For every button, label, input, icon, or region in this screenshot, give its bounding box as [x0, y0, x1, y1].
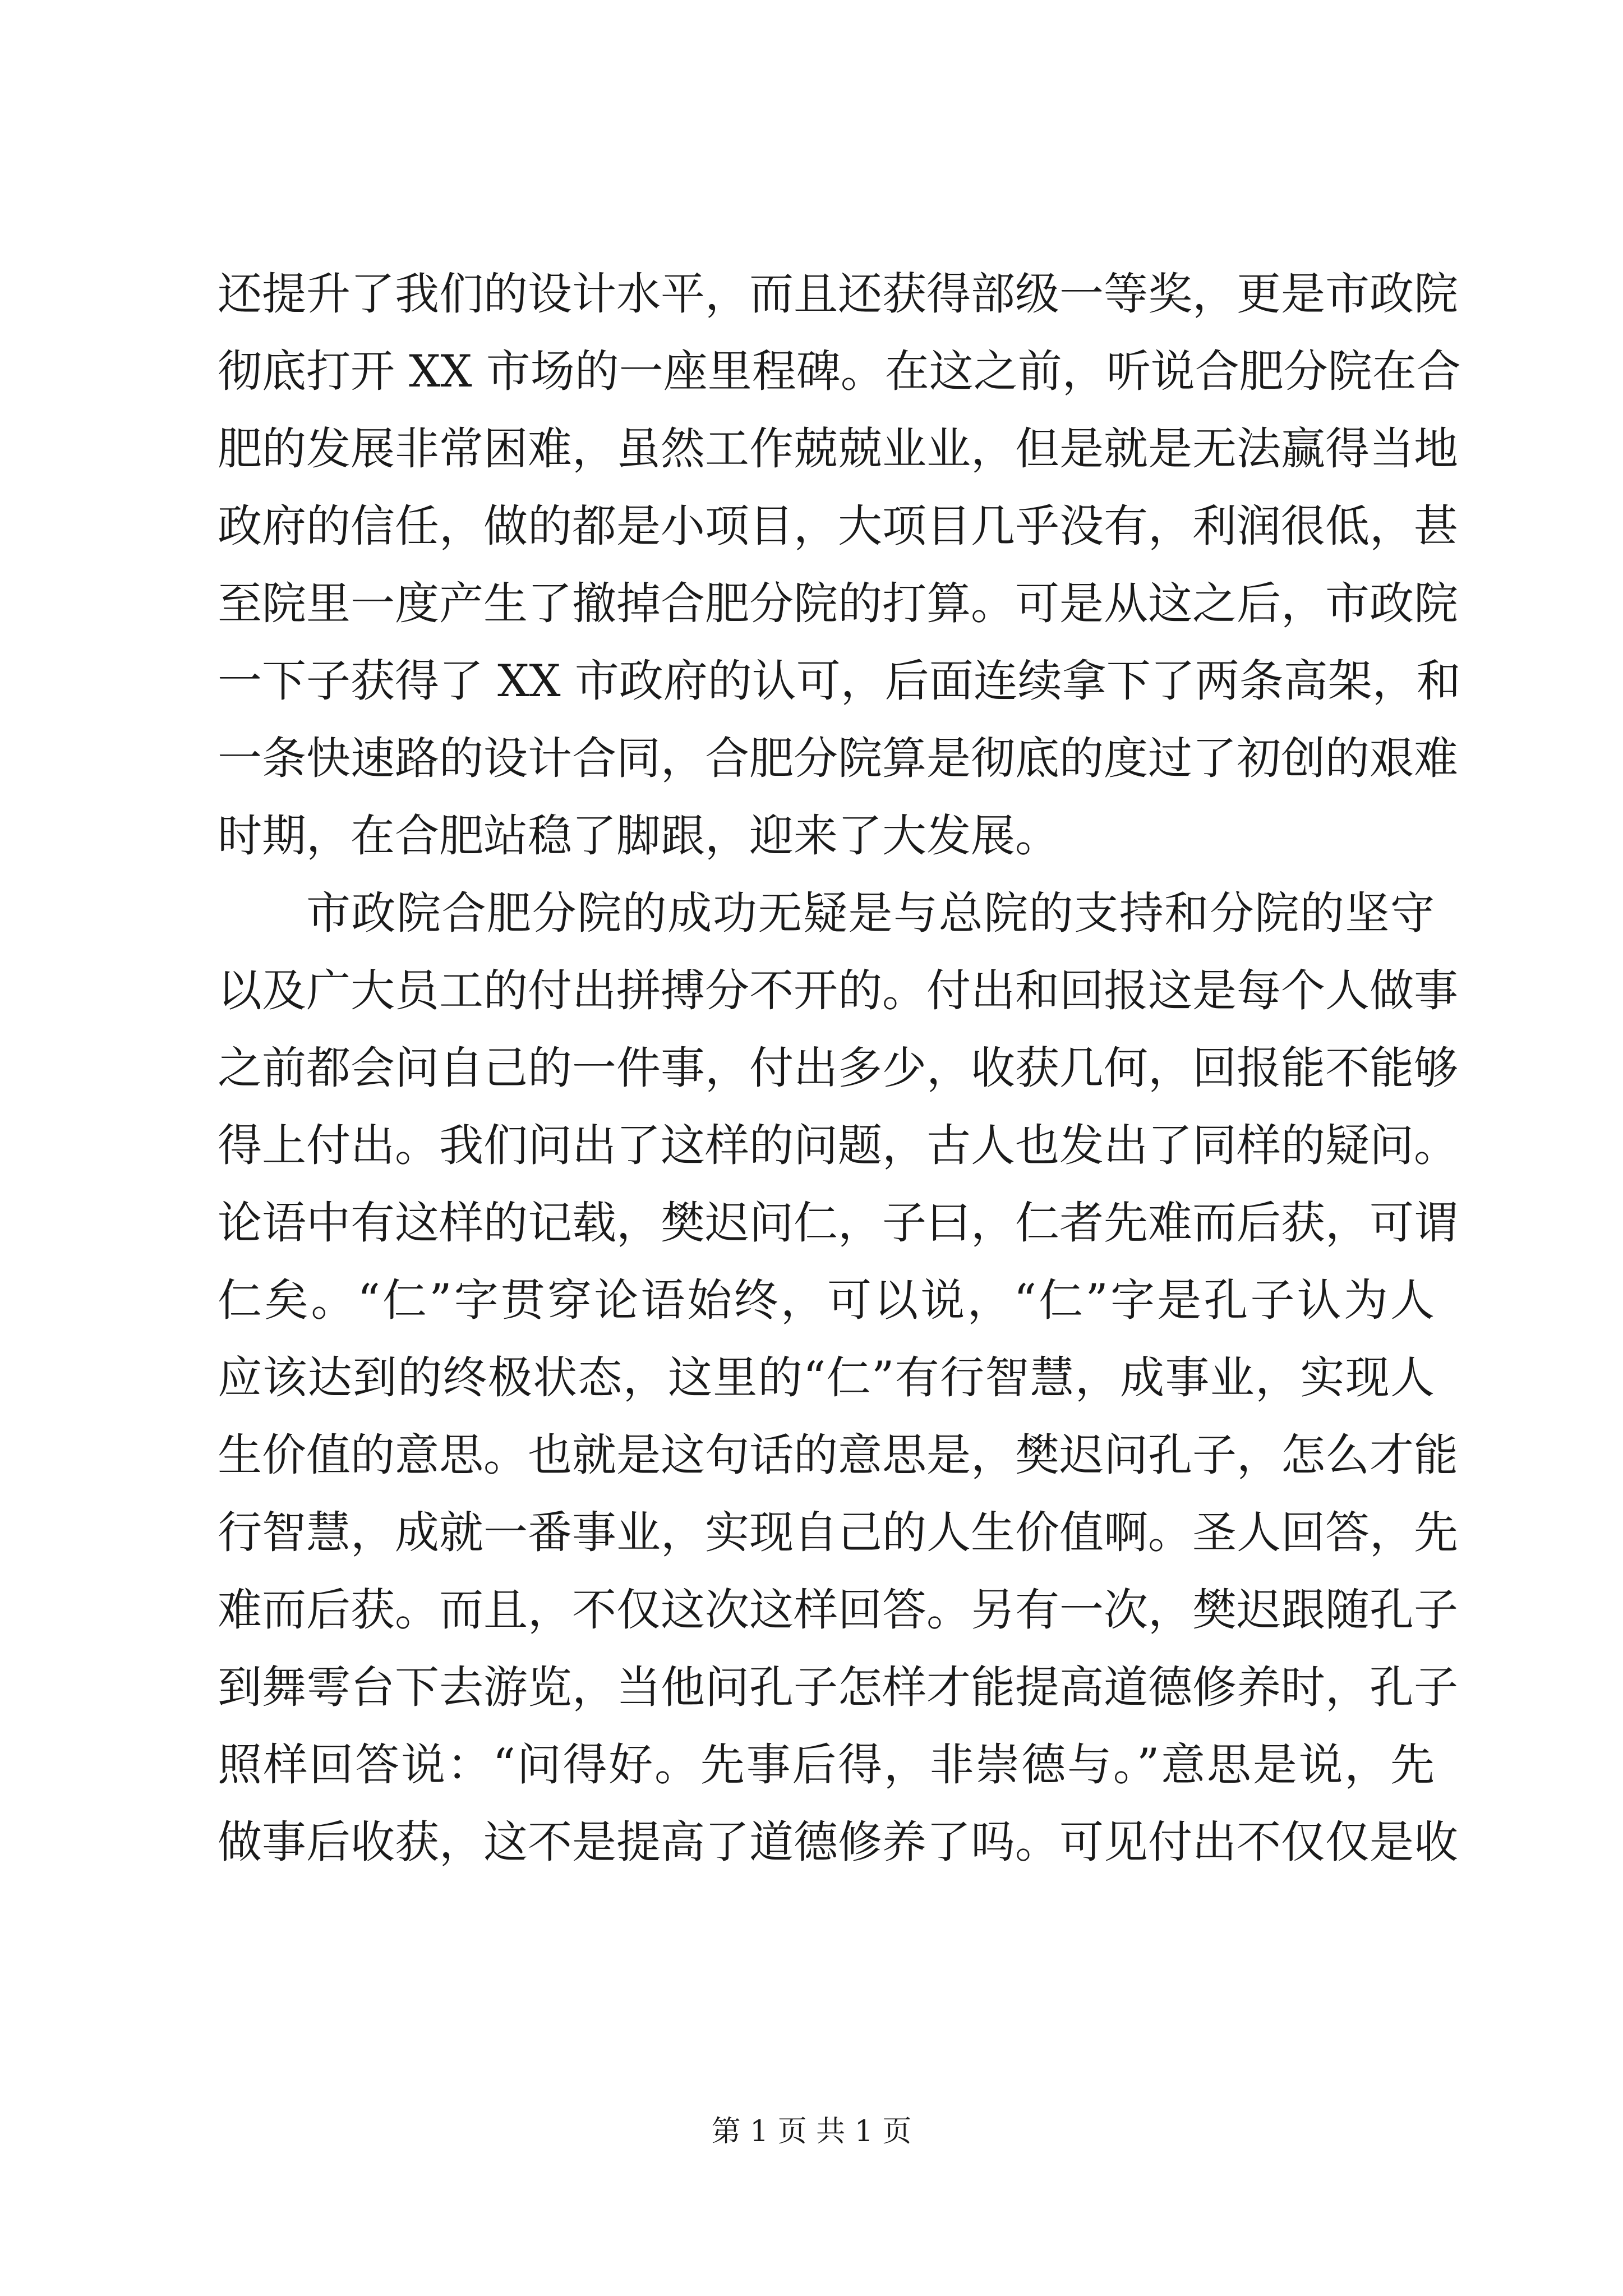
text-line: 照样回答说：“问得好。先事后得，非崇德与。”意思是说，先 — [218, 1739, 1435, 1791]
text-line: 至院里一度产生了撤掉合肥分院的打算。可是从这之后，市政院 — [218, 578, 1458, 629]
text-line: 得上付出。我们问出了这样的问题，古人也发出了同样的疑问。 — [218, 1120, 1458, 1171]
text-line: 之前都会问自己的一件事，付出多少，收获几何，回报能不能够 — [218, 1042, 1458, 1094]
text-line: 市政院合肥分院的成功无疑是与总院的支持和分院的坚守 — [306, 887, 1435, 939]
text-line: 肥的发展非常困难，虽然工作兢兢业业，但是就是无法赢得当地 — [218, 423, 1458, 475]
text-line: 到舞雩台下去游览，当他问孔子怎样才能提高道德修养时，孔子 — [218, 1662, 1458, 1713]
text-line: 政府的信任，做的都是小项目，大项目几乎没有，利润很低，甚 — [218, 500, 1458, 552]
text-line: 论语中有这样的记载，樊迟问仁，子曰，仁者先难而后获，可谓 — [218, 1197, 1458, 1249]
page-footer: 第 1 页 共 1 页 — [711, 2115, 912, 2148]
text-line: 生价值的意思。也就是这句话的意思是，樊迟问孔子，怎么才能 — [218, 1429, 1458, 1481]
text-line: 仁矣。“仁”字贯穿论语始终，可以说，“仁”字是孔子认为人 — [218, 1274, 1435, 1326]
text-line: 难而后获。而且，不仅这次这样回答。另有一次，樊迟跟随孔子 — [218, 1584, 1458, 1636]
paragraph — [218, 875, 1458, 1881]
text-line: 时期，在合肥站稳了脚跟，迎来了大发展。 — [218, 810, 1059, 862]
text-line: 做事后收获，这不是提高了道德修养了吗。可见付出不仅仅是收 — [218, 1816, 1458, 1868]
text-line: 还提升了我们的设计水平，而且还获得部级一等奖，更是市政院 — [218, 268, 1458, 320]
text-line: 应该达到的终极状态，这里的“仁”有行智慧，成事业，实现人 — [218, 1352, 1435, 1404]
text-line: 一下子获得了 XX 市政府的认可，后面连续拿下了两条高架，和 — [218, 655, 1461, 707]
paragraph — [218, 255, 1461, 875]
text-line: 以及广大员工的付出拼搏分不开的。付出和回报这是每个人做事 — [218, 965, 1458, 1016]
text-line: 行智慧，成就一番事业，实现自己的人生价值啊。圣人回答，先 — [218, 1507, 1458, 1558]
text-line: 彻底打开 XX 市场的一座里程碑。在这之前，听说合肥分院在合 — [218, 346, 1461, 397]
text-line: 一条快速路的设计合同，合肥分院算是彻底的度过了初创的艰难 — [218, 733, 1458, 784]
body-text — [218, 255, 1461, 1881]
